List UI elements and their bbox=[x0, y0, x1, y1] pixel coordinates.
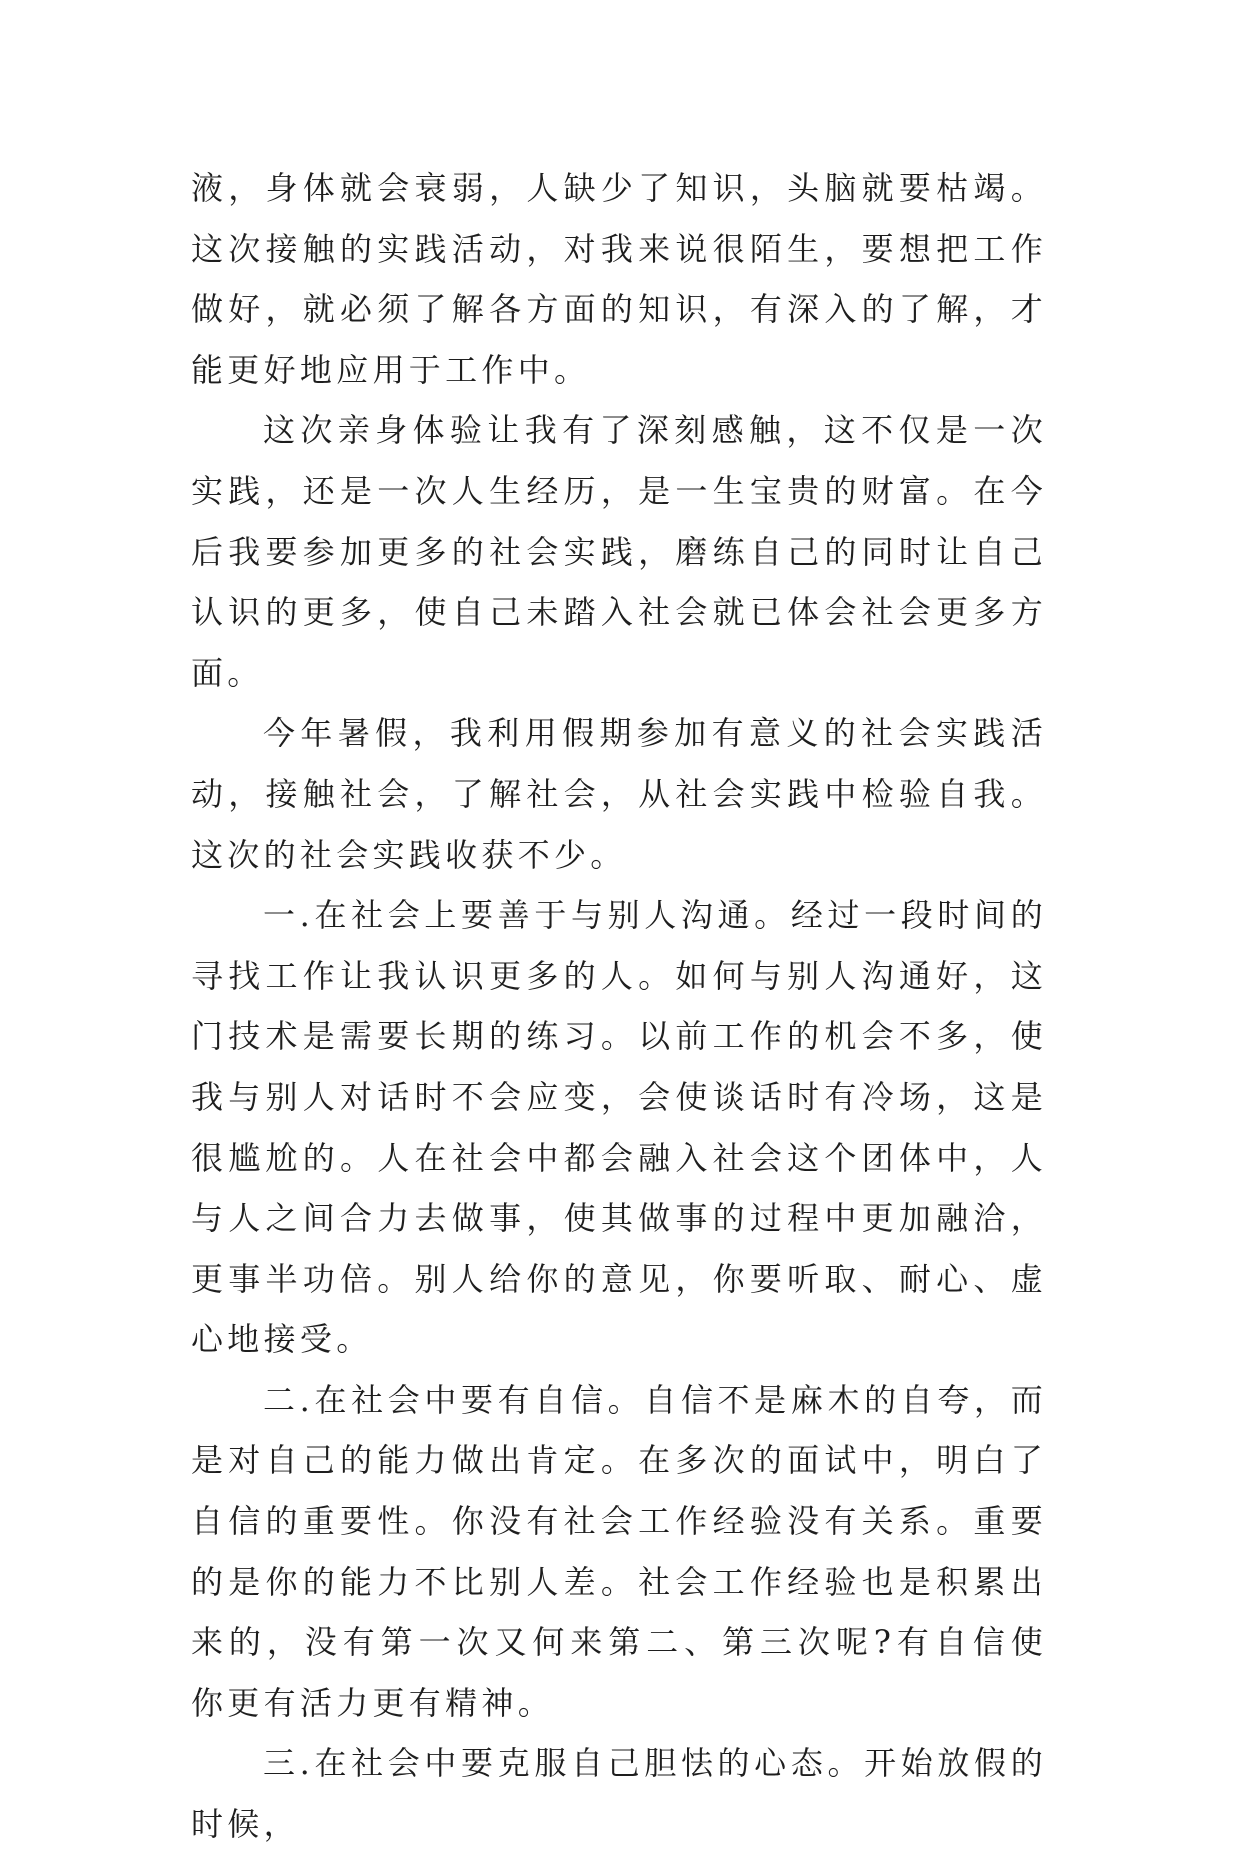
paragraph-point-two: 二.在社会中要有自信。自信不是麻木的自夸，而是对自己的能力做出肯定。在多次的面试中，明白了自信的重要性。你没有社会工作经验没有关系。重要的是你的能力不比别人差。社会工作经验也是积累出来的，没有第一次又何来第二、第三次呢?有自信使你更有活力更有精神。 bbox=[191, 1380, 1047, 1722]
paragraph-experience: 这次亲身体验让我有了深刻感触，这不仅是一次实践，还是一次人生经历，是一生宝贵的财富。在今后我要参加更多的社会实践，磨练自己的同时让自己认识的更多，使自己未踏入社会就已体会社会更多方面。 bbox=[191, 411, 1047, 692]
paragraph-summer-practice: 今年暑假，我利用假期参加有意义的社会实践活动，接触社会，了解社会，从社会实践中检验自我。这次的社会实践收获不少。 bbox=[191, 714, 1047, 874]
paragraph-point-three: 三.在社会中要克服自己胆怯的心态。开始放假的时候， bbox=[191, 1744, 1047, 1844]
document-body bbox=[191, 158, 1047, 1855]
paragraph-continued: 液，身体就会衰弱，人缺少了知识，头脑就要枯竭。这次接触的实践活动，对我来说很陌生，要想把工作做好，就必须了解各方面的知识，有深入的了解，才能更好地应用于工作中。 bbox=[191, 169, 1047, 389]
paragraph-point-one: 一.在社会上要善于与别人沟通。经过一段时间的寻找工作让我认识更多的人。如何与别人沟通好，这门技术是需要长期的练习。以前工作的机会不多，使我与别人对话时不会应变，会使谈话时有冷场，这是很尴尬的。人在社会中都会融入社会这个团体中，人与人之间合力去做事，使其做事的过程中更加融洽，更事半功倍。别人给你的意见，你要听取、耐心、虚心地接受。 bbox=[191, 896, 1047, 1359]
